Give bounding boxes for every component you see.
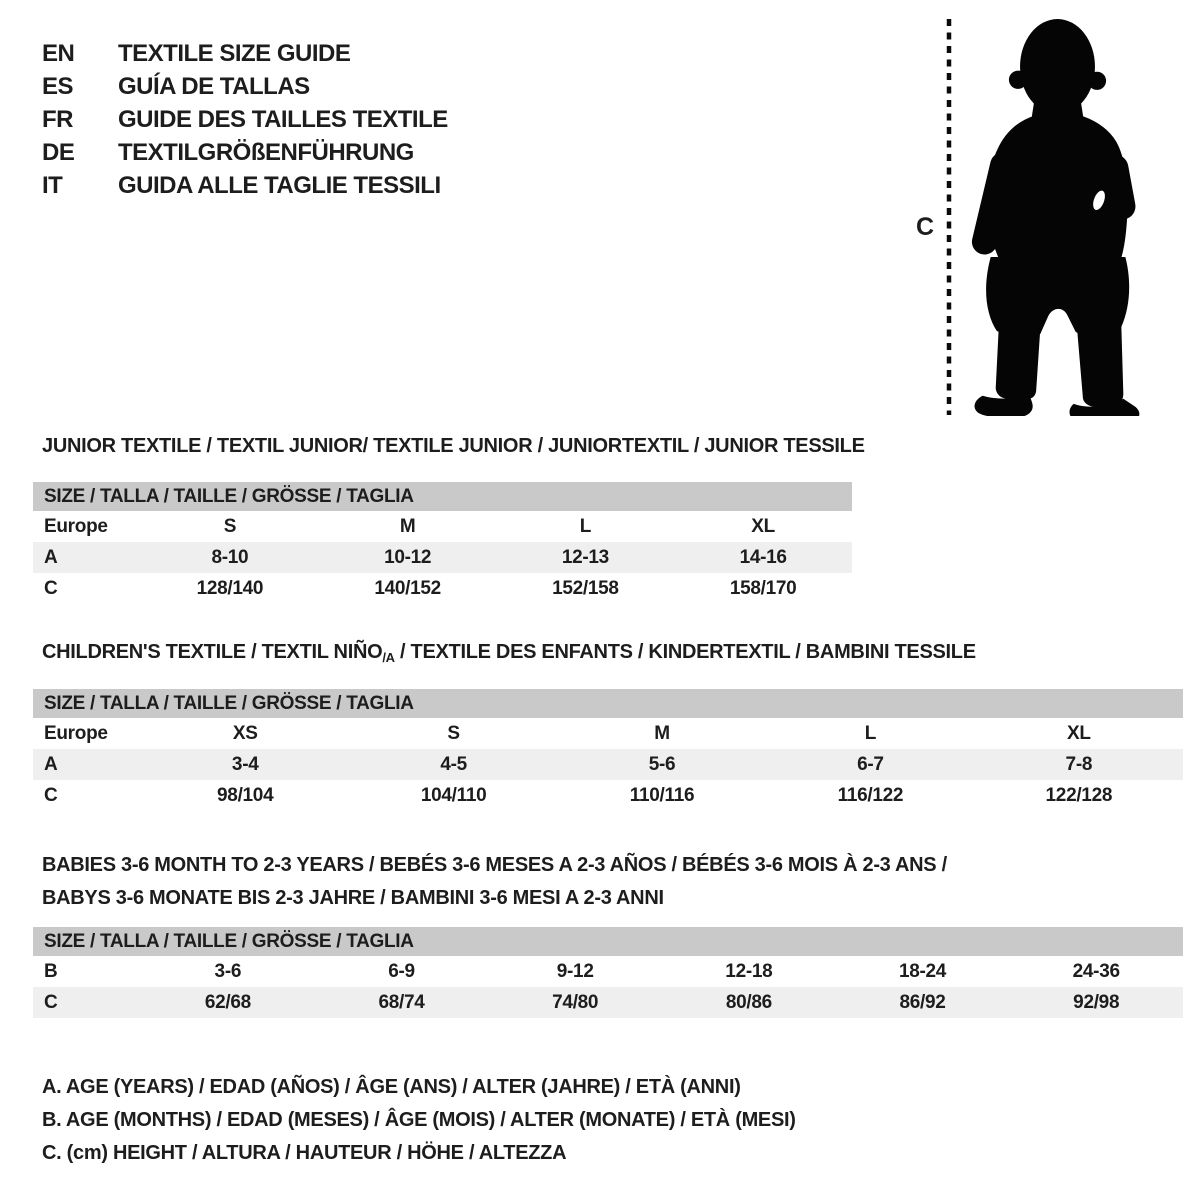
table-cell: L	[579, 516, 592, 537]
section-title-junior: JUNIOR TEXTILE / TEXTIL JUNIOR/ TEXTILE JUNIOR / JUNIORTEXTIL / JUNIOR TESSILE	[42, 435, 865, 457]
table-cell: 122/128	[1045, 785, 1113, 806]
table-cell: 6-9	[388, 961, 415, 982]
height-measure-label: C	[916, 213, 935, 241]
table-cell: 7-8	[1065, 754, 1093, 775]
table-header: SIZE / TALLA / TAILLE / GRÖSSE / TAGLIA	[33, 689, 1183, 718]
table-row	[33, 749, 1183, 780]
table-cell: S	[223, 516, 237, 537]
legend-line-a: A. AGE (YEARS) / EDAD (AÑOS) / ÂGE (ANS) / ALTER (JAHRE) / ETÀ (ANNI)	[42, 1076, 741, 1098]
legend-line-c: C. (cm) HEIGHT / ALTURA / HAUTEUR / HÖHE / ALTEZZA	[42, 1142, 567, 1164]
language-row-de	[42, 136, 448, 169]
table-cell: 110/116	[629, 785, 695, 806]
table-cell: 3-4	[231, 754, 259, 775]
table-row	[33, 511, 852, 542]
table-cell: 92/98	[1073, 992, 1120, 1013]
language-row-fr	[42, 103, 448, 136]
legend	[42, 1071, 796, 1170]
childrens-size-table	[33, 689, 1183, 811]
table-cell: 86/92	[899, 992, 946, 1013]
row-label: B	[44, 961, 58, 982]
table-row	[33, 987, 1183, 1018]
table-cell: 9-12	[556, 961, 594, 982]
table-cell: XL	[751, 516, 775, 537]
table-cell: 10-12	[384, 547, 432, 568]
table-cell: 74/80	[552, 992, 599, 1013]
table-row	[33, 780, 1183, 811]
section-title-line1: BABIES 3-6 MONTH TO 2-3 YEARS / BEBÉS 3-6 MESES A 2-3 AÑOS / BÉBÉS 3-6 MOIS À 2-3 ANS /	[42, 854, 947, 876]
section-title-text: / TEXTILE DES ENFANTS / KINDERTEXTIL / BAMBINI TESSILE	[394, 641, 976, 663]
section-title-childrens	[42, 641, 976, 669]
language-title: GUIDA ALLE TAGLIE TESSILI	[118, 172, 441, 199]
section-title-text: CHILDREN'S TEXTILE / TEXTIL NIÑO	[42, 641, 383, 663]
table-cell: 6-7	[857, 754, 884, 775]
table-cell: 24-36	[1072, 961, 1120, 982]
table-cell: 62/68	[204, 992, 251, 1013]
section-title-subscript: /A	[382, 650, 395, 665]
table-cell: 3-6	[214, 961, 242, 982]
section-title-line2: BABYS 3-6 MONATE BIS 2-3 JAHRE / BAMBINI 3-6 MESI A 2-3 ANNI	[42, 887, 664, 909]
row-label: C	[44, 578, 58, 599]
language-list	[42, 37, 448, 202]
table-header: SIZE / TALLA / TAILLE / GRÖSSE / TAGLIA	[33, 482, 852, 511]
row-label: A	[44, 547, 58, 568]
language-code: ES	[42, 73, 74, 100]
table-cell: XL	[1066, 723, 1091, 744]
table-cell: 116/122	[837, 785, 904, 806]
table-row	[33, 718, 1183, 749]
babies-size-table	[33, 927, 1183, 1018]
row-label: C	[44, 992, 58, 1013]
row-label: Europe	[44, 516, 108, 537]
table-cell: 80/86	[725, 992, 772, 1013]
language-title: TEXTILE SIZE GUIDE	[118, 40, 351, 67]
row-label: C	[44, 785, 58, 806]
language-title: GUIDE DES TAILLES TEXTILE	[118, 106, 448, 133]
table-header: SIZE / TALLA / TAILLE / GRÖSSE / TAGLIA	[33, 927, 1183, 956]
table-cell: 12-13	[561, 547, 609, 568]
table-row	[33, 573, 852, 604]
row-label: A	[44, 754, 58, 775]
table-cell: L	[864, 723, 877, 744]
height-dashed-line	[944, 16, 954, 418]
table-cell: 5-6	[648, 754, 676, 775]
table-cell: 140/152	[374, 578, 441, 599]
table-cell: 18-24	[898, 961, 947, 982]
baby-silhouette-icon	[970, 16, 1145, 416]
language-row-en	[42, 37, 448, 70]
row-label: Europe	[44, 723, 108, 744]
table-cell: 8-10	[211, 547, 249, 568]
language-code: EN	[42, 40, 75, 67]
table-cell: 104/110	[420, 785, 487, 806]
table-cell: 152/158	[552, 578, 619, 599]
table-cell: M	[399, 516, 416, 537]
table-cell: 68/74	[378, 992, 425, 1013]
language-code: FR	[42, 106, 73, 133]
table-cell: S	[447, 723, 460, 744]
table-cell: M	[654, 723, 670, 744]
table-cell: XS	[232, 723, 258, 744]
table-row	[33, 956, 1183, 987]
table-cell: 98/104	[217, 785, 274, 806]
junior-size-table	[33, 482, 852, 604]
table-cell: 14-16	[739, 547, 787, 568]
table-cell: 12-18	[725, 961, 773, 982]
table-cell: 128/140	[196, 578, 264, 599]
language-code: IT	[42, 172, 63, 199]
table-row	[33, 542, 852, 573]
section-title-babies	[42, 849, 947, 915]
table-cell: 158/170	[729, 578, 797, 599]
language-row-es	[42, 70, 448, 103]
language-code: DE	[42, 139, 75, 166]
language-title: TEXTILGRÖßENFÜHRUNG	[118, 139, 414, 166]
table-cell: 4-5	[440, 754, 467, 775]
legend-line-b: B. AGE (MONTHS) / EDAD (MESES) / ÂGE (MOIS) / ALTER (MONATE) / ETÀ (MESI)	[42, 1109, 796, 1131]
language-title: GUÍA DE TALLAS	[118, 73, 310, 100]
language-row-it	[42, 169, 448, 202]
